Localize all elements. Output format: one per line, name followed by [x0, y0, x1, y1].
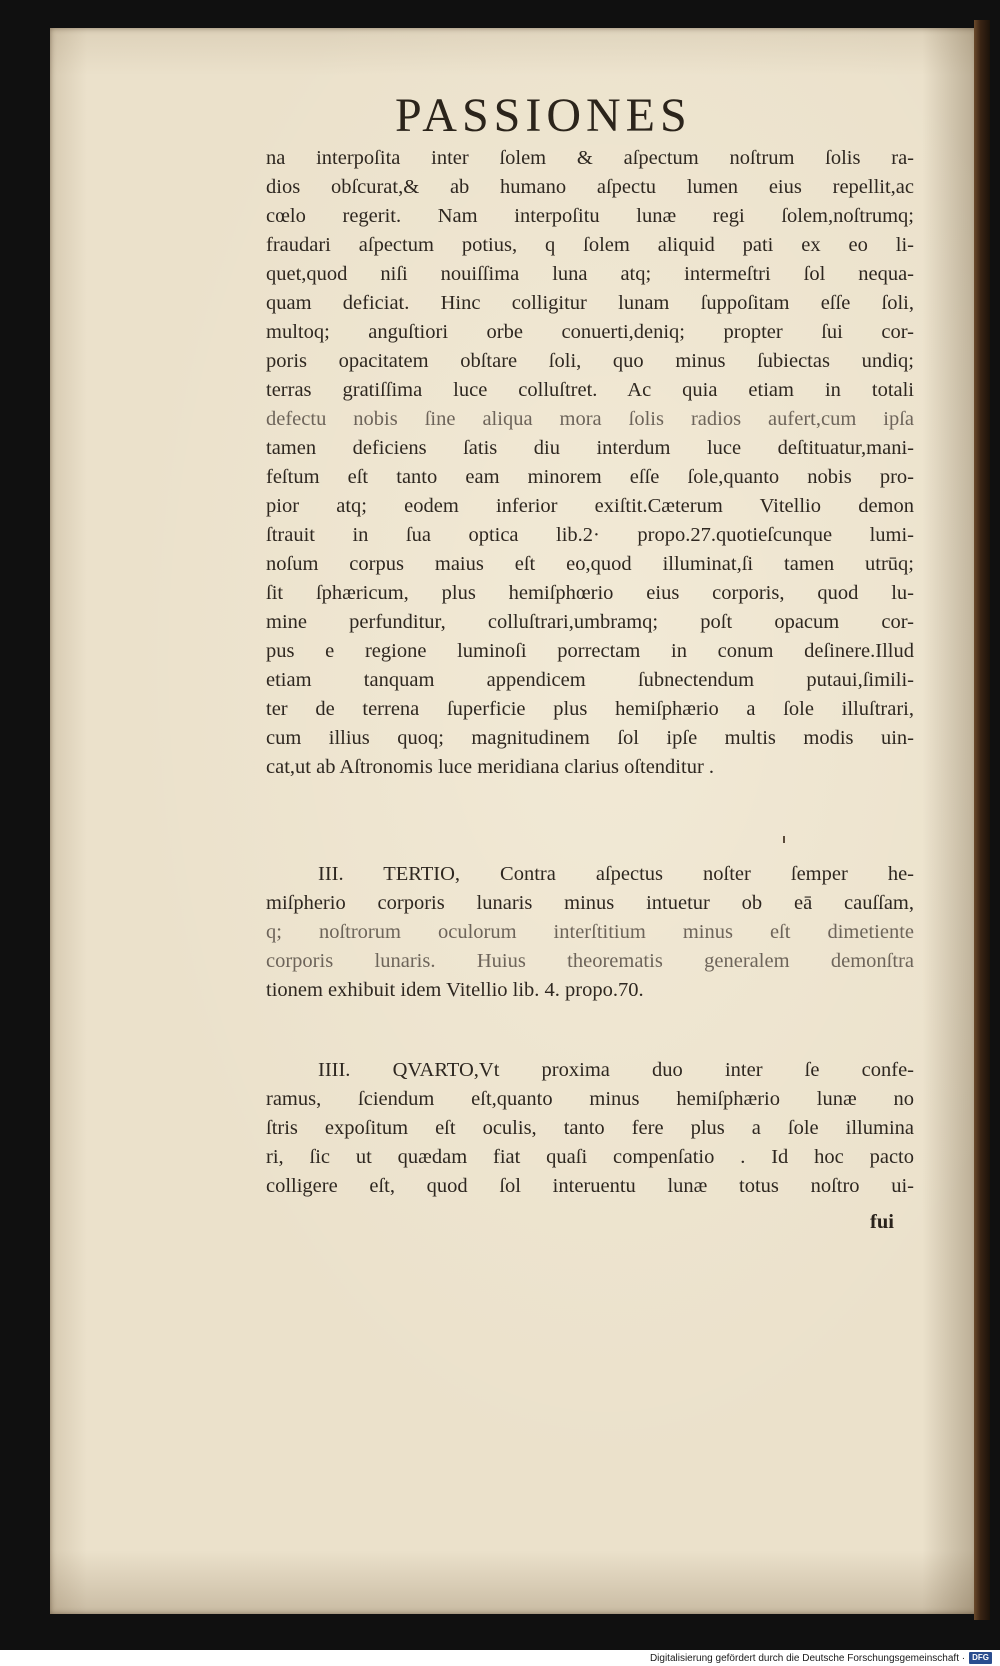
text-line: ſit ſphæricum, plus hemiſphœrio eius corporis, quod lu-: [266, 582, 914, 604]
text-line: cat,ut ab Aſtronomis luce meridiana clarius oſtenditur .: [266, 756, 715, 778]
text-line: mine perfunditur, colluſtrari,umbramq; poſt opacum cor-: [266, 611, 914, 633]
text-line: ter de terrena ſuperficie plus hemiſphærio a ſole illuſtrari,: [266, 698, 914, 720]
text-line: miſpherio corporis lunaris minus intuetur ob eā cauſſam,: [266, 892, 914, 914]
text-line: cœlo regerit. Nam interpoſitu lunæ regi ſolem,noſtrumq;: [266, 205, 914, 227]
section-first-line: IIII. QVARTO,Vt proxima duo inter ſe confe-: [318, 1059, 914, 1081]
text-line: na interpoſita inter ſolem & aſpectum noſtrum ſolis ra-: [266, 147, 914, 169]
text-line: ſtrauit in ſua optica lib.2· propo.27.quotieſcunque lumi-: [266, 524, 914, 546]
text-line: defectu nobis ſine aliqua mora ſolis radios aufert,cum ipſa: [266, 408, 914, 430]
digitization-credit: [650, 1651, 992, 1665]
text-line: q; noſtrorum oculorum interſtitium minus eſt dimetiente: [266, 921, 914, 943]
page-edge: [974, 20, 990, 1620]
running-head: PASSIONES: [395, 89, 692, 142]
text-line: corporis lunaris. Huius theorematis generalem demonſtra: [266, 950, 914, 972]
section-first-line: III. TERTIO, Contra aſpectus noſter ſemper he-: [318, 863, 914, 885]
text-line: noſum corpus maius eſt eo,quod illuminat,ſi tamen utrūq;: [266, 553, 914, 575]
dfg-logo: DFG: [969, 1652, 992, 1664]
text-line: poris opacitatem obſtare ſoli, quo minus ſubiectas undiq;: [266, 350, 914, 372]
credit-text: Digitalisierung gefördert durch die Deutsche Forschungsgemeinschaft ·: [649, 1652, 966, 1664]
text-line: ri, ſic ut quædam fiat quaſi compenſatio . Id hoc pacto: [266, 1146, 914, 1168]
text-line: terras gratiſſima luce colluſtret. Ac quia etiam in totali: [266, 379, 914, 401]
text-line: pus e regione luminoſi porrectam in conum deſinere.Illud: [266, 640, 914, 662]
text-line: dios obſcurat,& ab humano aſpectu lumen eius repellit,ac: [266, 176, 914, 198]
text-line: ramus, ſciendum eſt,quanto minus hemiſphærio lunæ no: [266, 1088, 914, 1110]
text-line: feſtum eſt tanto eam minorem eſſe ſole,quanto nobis pro-: [266, 466, 914, 488]
catchword: fui: [870, 1211, 894, 1233]
text-line: fraudari aſpectum potius, q ſolem aliquid pati ex eo li-: [266, 234, 914, 256]
text-line: quet,quod niſi nouiſſima luna atq; intermeſtri ſol nequa-: [266, 263, 914, 285]
text-line: quam deficiat. Hinc colligitur lunam ſuppoſitam eſſe ſoli,: [266, 292, 914, 314]
text-line: multoq; anguſtiori orbe conuerti,deniq; propter ſui cor-: [266, 321, 914, 343]
ink-mark: [783, 836, 785, 843]
text-line: ſtris expoſitum eſt oculis, tanto fere plus a ſole illumina: [266, 1117, 914, 1139]
text-line: etiam tanquam appendicem ſubnectendum putaui,ſimili-: [266, 669, 914, 691]
text-line: cum illius quoq; magnitudinem ſol ipſe multis modis uin-: [266, 727, 914, 749]
text-line: tionem exhibuit idem Vitellio lib. 4. propo.70.: [266, 979, 644, 1001]
text-line: pior atq; eodem inferior exiſtit.Cæterum Vitellio demon: [266, 495, 914, 517]
text-line: colligere eſt, quod ſol interuentu lunæ totus noſtro ui-: [266, 1175, 914, 1197]
text-line: tamen deficiens ſatis diu interdum luce deſtituatur,mani-: [266, 437, 914, 459]
